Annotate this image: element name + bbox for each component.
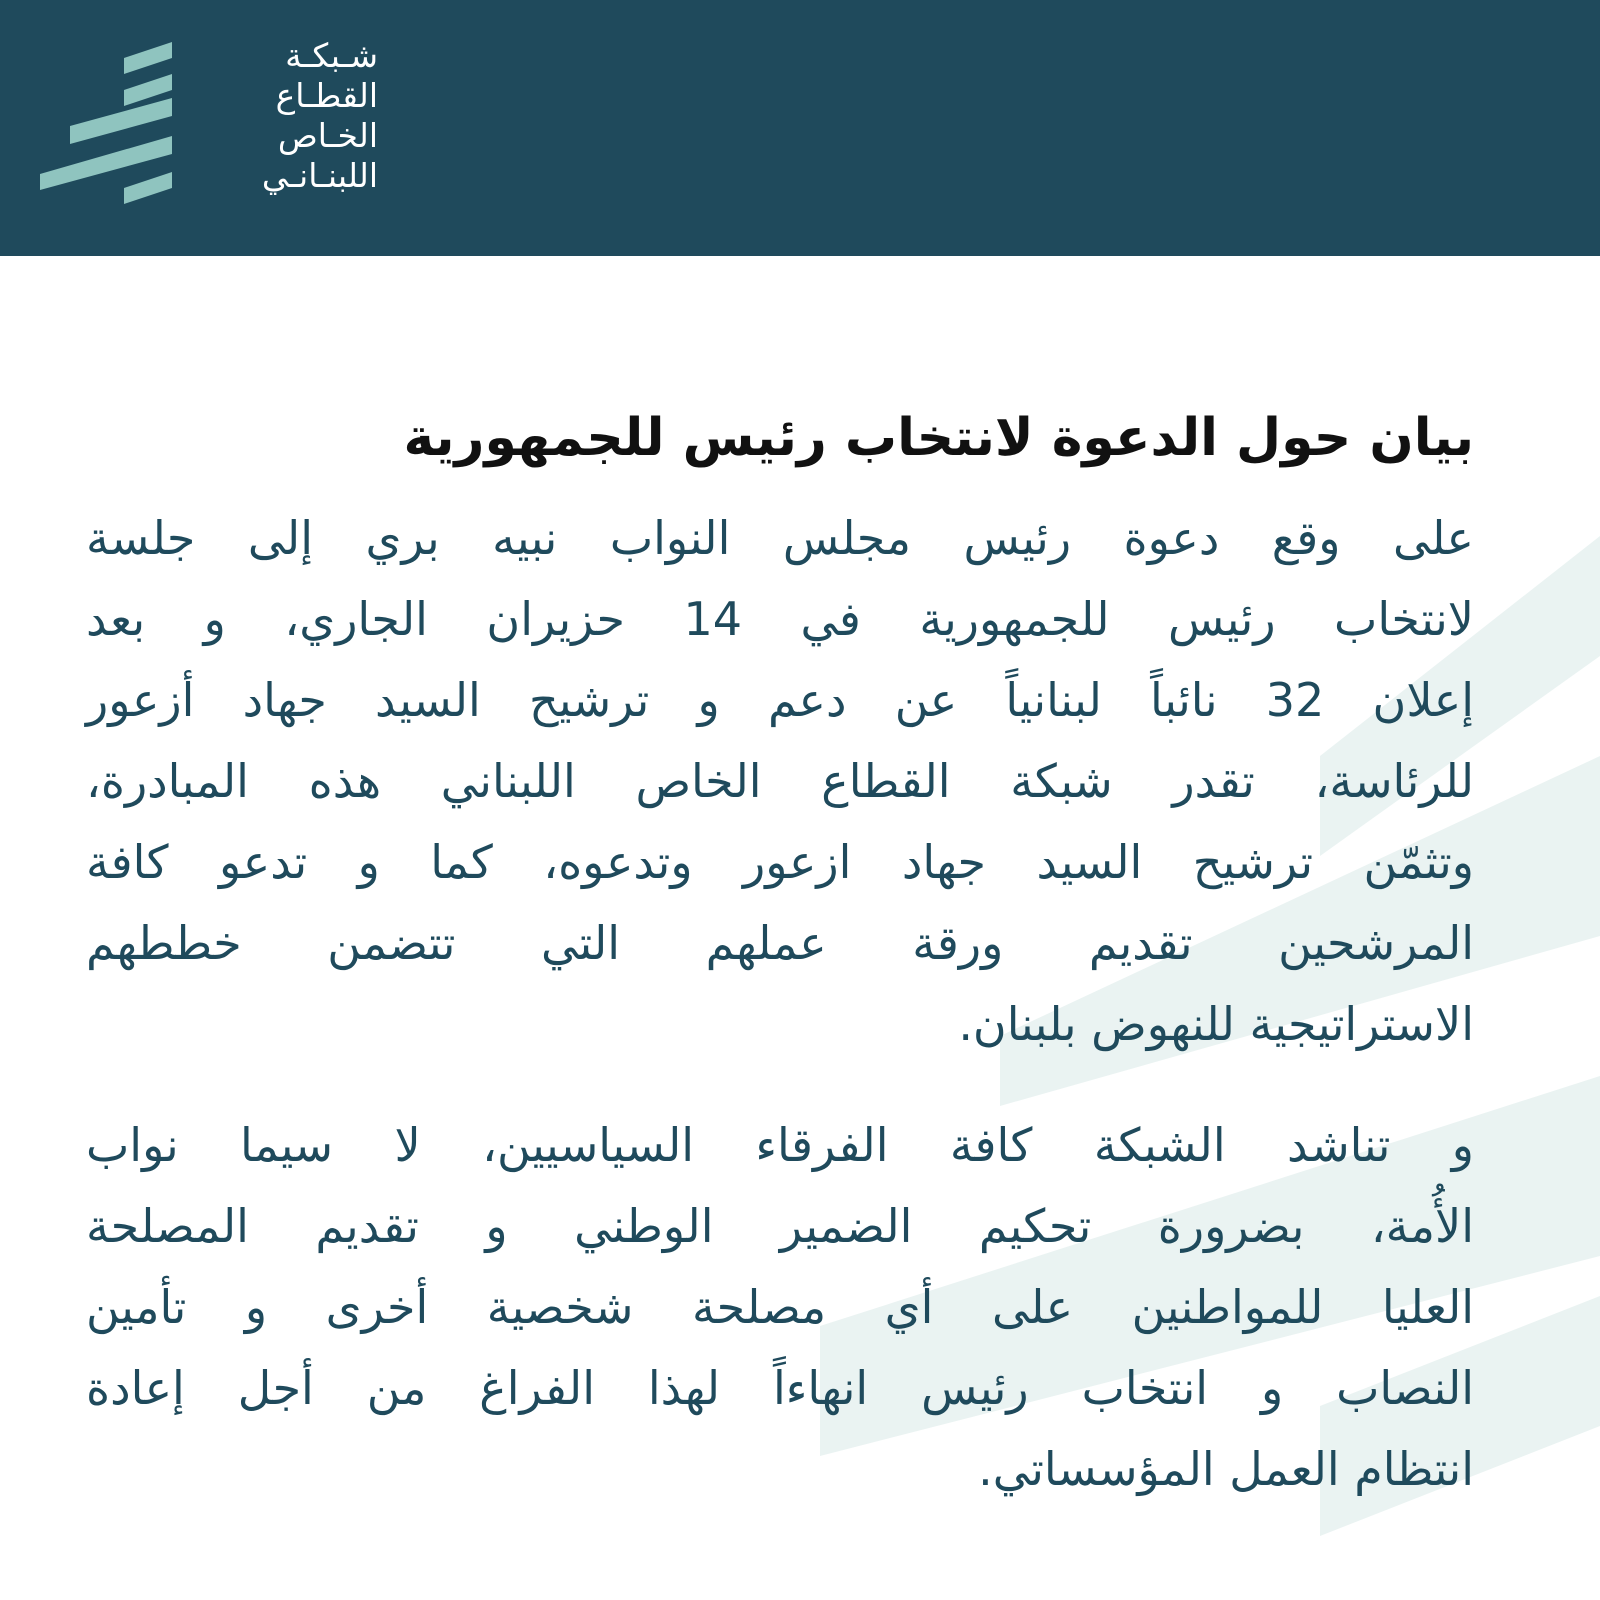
statement-document xyxy=(86,392,1474,1510)
text-line: الأُمة، بضرورة تحكيم الضمير الوطني و تقديم المصلحة xyxy=(86,1199,1474,1253)
text-line: على وقع دعوة رئيس مجلس النواب نبيه بري إلى جلسة xyxy=(86,511,1474,565)
logo-line: شـبكـة xyxy=(285,36,378,75)
logo-wordmark xyxy=(198,36,378,196)
text-line: المرشحين تقديم ورقة عملهم التي تتضمن خططهم xyxy=(86,916,1474,970)
text-line: إعلان 32 نائباً لبنانياً عن دعم و ترشيح السيد جهاد أزعور xyxy=(86,673,1474,727)
paragraph-1 xyxy=(86,498,1474,1065)
text-line: لانتخاب رئيس للجمهورية في 14 حزيران الجاري، و بعد xyxy=(86,592,1474,646)
text-line: الاستراتيجية للنهوض بلبنان. xyxy=(958,997,1474,1051)
text-line: انتظام العمل المؤسساتي. xyxy=(978,1442,1474,1496)
logo-line: القطـاع xyxy=(275,76,378,115)
text-line: للرئاسة، تقدر شبكة القطاع الخاص اللبناني هذه المبادرة، xyxy=(86,754,1474,808)
text-line: النصاب و انتخاب رئيس انهاءاً لهذا الفراغ من أجل إعادة xyxy=(86,1361,1474,1415)
paragraph-2 xyxy=(86,1105,1474,1510)
text-line: وتثمّن ترشيح السيد جهاد ازعور وتدعوه، كما و تدعو كافة xyxy=(86,835,1474,889)
text-line: العليا للمواطنين على أي مصلحة شخصية أخرى و تأمين xyxy=(86,1280,1474,1334)
text-line: و تناشد الشبكة كافة الفرقاء السياسيين، لا سيما نواب xyxy=(86,1118,1474,1172)
logo-line: اللبنـانـي xyxy=(261,156,378,195)
logo-line: الخـاص xyxy=(277,116,378,155)
header-banner xyxy=(0,0,1600,256)
stripes-logo-icon xyxy=(40,38,180,208)
document-title: بيان حول الدعوة لانتخاب رئيس للجمهورية xyxy=(403,408,1474,468)
